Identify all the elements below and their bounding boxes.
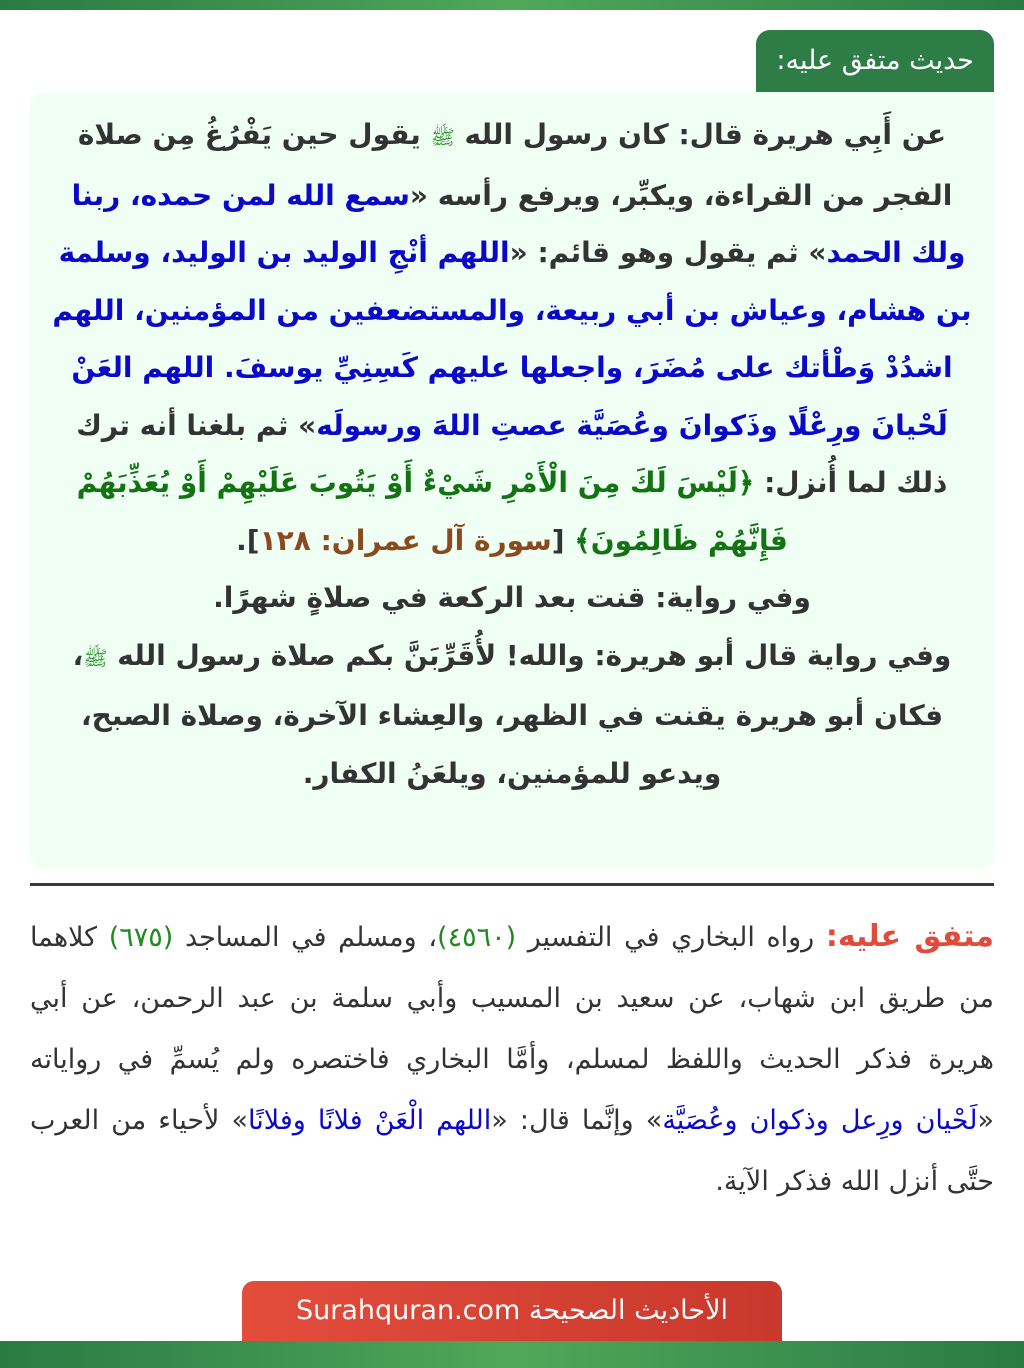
salutation-icon: ﷺ — [83, 645, 108, 670]
takhrij-text: رواه البخاري في التفسير — [516, 922, 826, 953]
takhrij-text: ، ومسلم في المساجد — [173, 922, 438, 953]
takhrij-heading: متفق عليه: — [825, 919, 994, 954]
takhrij-paragraph — [30, 906, 994, 1212]
hadith-label-tab: حديث متفق عليه: — [756, 30, 994, 92]
hadith-text: يقول حين يَفْرُغُ مِن صلاة الفجر من القراءة، ويكبِّر، ويرفع رأسه « — [77, 118, 953, 212]
section-divider — [30, 883, 994, 886]
quoted-names: لَحْيان ورِعل وذكوان وعُصَيَّة — [662, 1105, 978, 1136]
salutation-icon: ﷺ — [430, 125, 455, 149]
prophet-quote: اللهم أنْجِ الوليد بن الوليد، وسلمة بن هشام، وعياش بن أبي ربيعة، والمستضعفين من المؤمنين، اللهم اشدُدْ وَطْأتك على مُضَرَ، واجعلها عليهم كَسِنِيِّ يوسفَ. اللهم العَنْ لَحْيانَ ورِعْلًا وذَكوانَ وعُصَيَّة عصتِ اللهَ ورسولَه — [52, 236, 972, 442]
quoted-dua: اللهم الْعَنْ فلانًا وفلانًا — [248, 1105, 492, 1136]
riwaya-1: وفي رواية: قنت بعد الركعة في صلاةٍ شهرًا. — [213, 581, 811, 614]
takhrij-text: » لأحياء من العرب حتَّى أنزل الله فذكر الآية. — [30, 1105, 994, 1197]
takhrij-text: » وإنَّما قال: « — [491, 1105, 663, 1136]
ref-bracket: ]. — [236, 523, 260, 557]
riwaya-2-cont: ، فكان أبو هريرة يقنت في الظهر، والعِشاء الآخرة، وصلاة الصبح، ويدعو للمؤمنين، ويلعَنُ الكفار. — [72, 638, 944, 790]
ref-bracket: [ — [551, 523, 575, 557]
prophet-quote: سمع الله لمن حمده، ربنا ولك الحمد — [71, 178, 966, 269]
hadith-text: » ثم يقول وهو قائم: « — [509, 236, 827, 269]
quran-ayah: ﴿لَيْسَ لَكَ مِنَ الْأَمْرِ شَيْءٌ أَوْ يَتُوبَ عَلَيْهِمْ أَوْ يُعَذِّبَهُمْ فَإِنَّهُمْ ظَالِمُونَ﴾ — [76, 466, 788, 557]
hadith-text: » ثم بلغنا أنه ترك ذلك لما أُنزل: — [76, 408, 948, 499]
hadith-number: (٤٥٦٠) — [437, 922, 517, 953]
site-brand-badge[interactable]: الأحاديث الصحيحة Surahquran.com — [242, 1281, 782, 1341]
hadith-intro: عن أَبِي هريرة قال: كان رسول الله — [464, 118, 947, 151]
hadith-text-box — [30, 92, 994, 868]
riwaya-2: وفي رواية قال أبو هريرة: والله! لأُقَرِّبَنَّ بكم صلاة رسول الله — [107, 638, 952, 672]
bottom-decorative-bar — [0, 1341, 1024, 1368]
ayah-reference: سورة آل عمران: ١٢٨ — [259, 523, 552, 557]
top-decorative-bar — [0, 0, 1024, 10]
takhrij-text: كلاهما من طريق ابن شهاب، عن سعيد بن المسيب وأبي سلمة بن عبد الرحمن، عن أبي هريرة فذكر الحديث واللفظ لمسلم، وأمَّا البخاري فاختصره ولم يُسمِّ في رواياته « — [30, 922, 994, 1136]
hadith-number: (٦٧٥) — [108, 922, 174, 953]
